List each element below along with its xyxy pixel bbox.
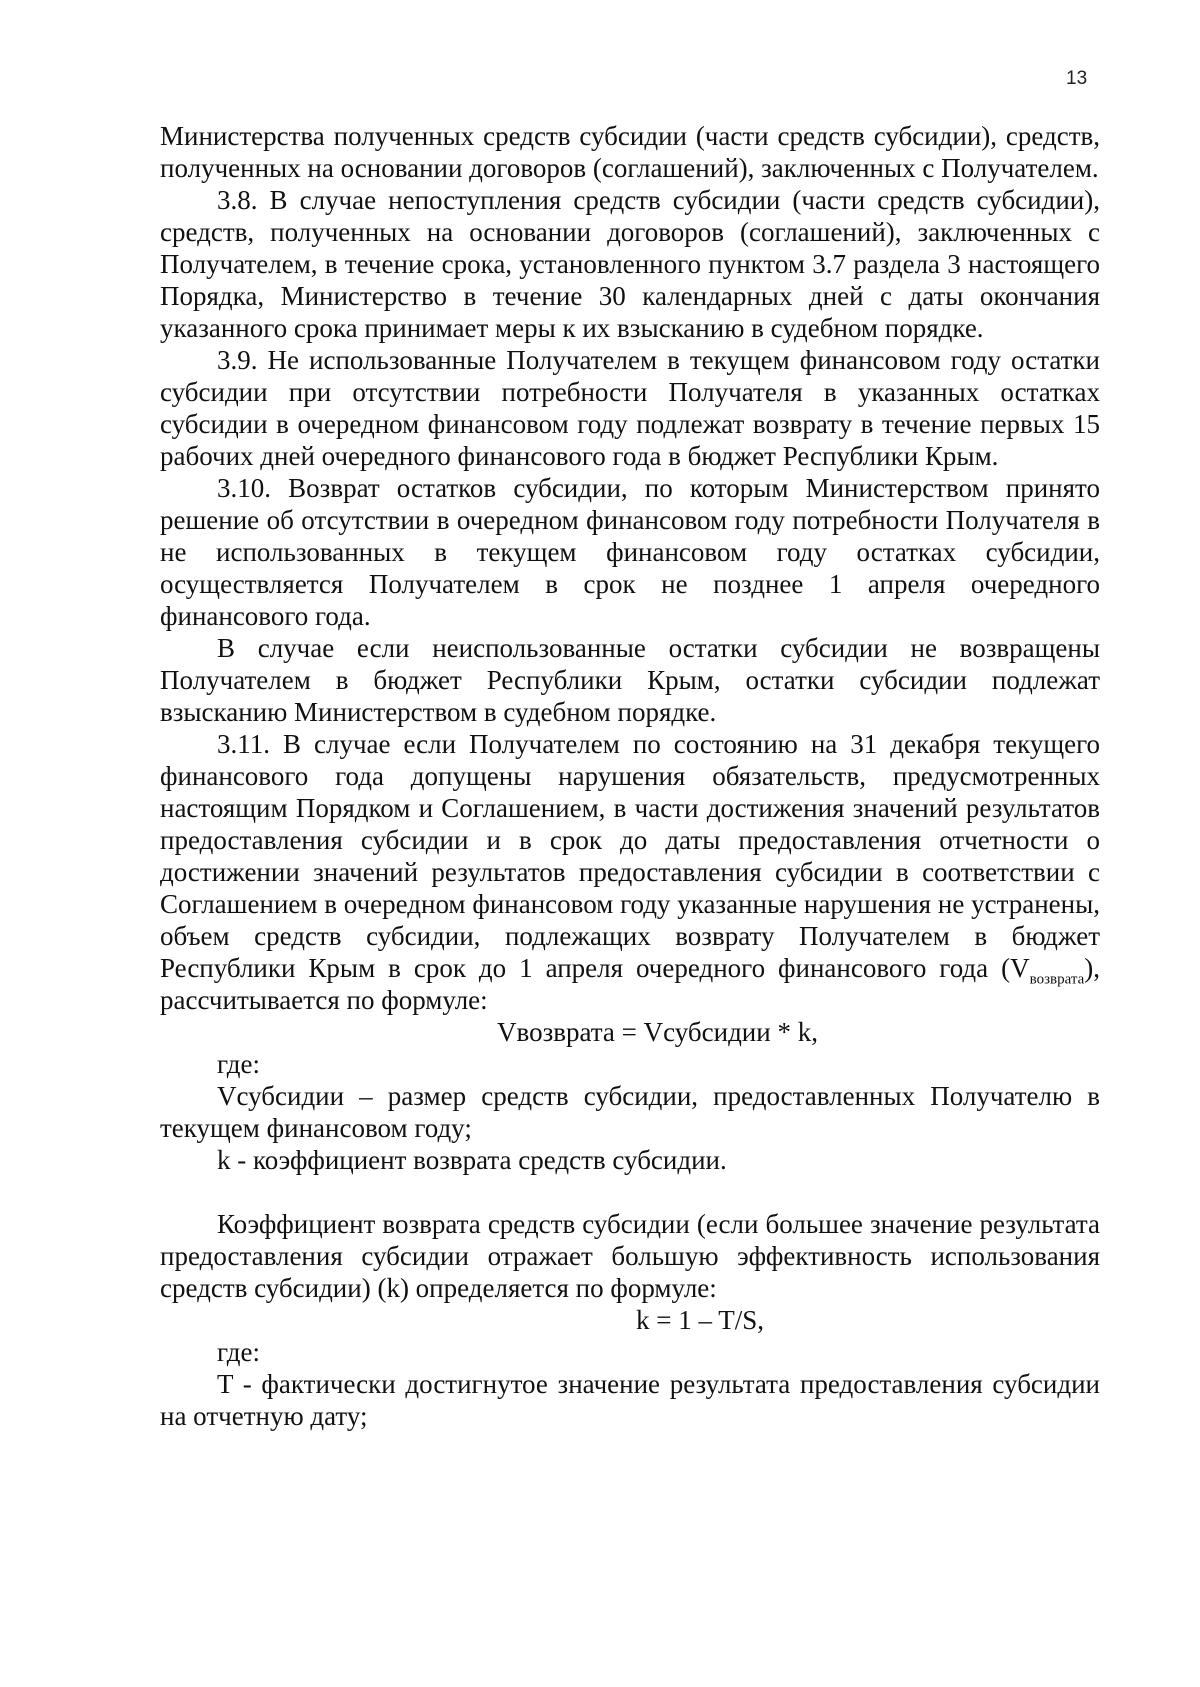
blank-line [160, 1176, 1100, 1208]
document-body [160, 120, 1100, 1432]
formula-coefficient: k = 1 – T/S, [636, 1305, 764, 1335]
definition-v-subsidy: Vсубсидии – размер средств субсидии, предоставленных Получателю в текущем финансовом году; [160, 1081, 1100, 1143]
paragraph-3-11-text: 3.11. В случае если Получателем по состоянию на 31 декабря текущего финансового года допущены нарушения обязательств, предусмотренных настоящим Порядком и Соглашением, в части достижения значений результатов предоставления субсидии и в срок до даты предоставления отчетности о достижении значений результатов предоставления субсидии в соответствии с Соглашением в очередном финансовом году указанные нарушения не устранены, объем средств субсидии, подлежащих возврату Получателем в бюджет Республики Крым в срок до 1 апреля очередного финансового года (V [160, 729, 1100, 983]
paragraph-continuation: Министерства полученных средств субсидии (части средств субсидии), средств, полученных на основании договоров (соглашений), заключенных с Получателем. [160, 121, 1100, 183]
paragraph-3-10: 3.10. Возврат остатков субсидии, по которым Министерством принято решение об отсутствии в очередном финансовом году потребности Получателя в не использованных в текущем финансовом году остатках субсидии, осуществляется Получателем в срок не позднее 1 апреля очередного финансового года. [160, 473, 1100, 631]
definition-k: k - коэффициент возврата средств субсидии. [217, 1145, 727, 1175]
formula-return-volume: Vвозврата = Vсубсидии * k, [497, 1017, 818, 1047]
paragraph-3-11-tail: ), рассчитывается по формуле: [160, 953, 1100, 1015]
paragraph-coefficient: Коэффициент возврата средств субсидии (если большее значение результата предоставления субсидии отражает большую эффективность использования средств субсидии) (k) определяется по формуле: [160, 1209, 1100, 1303]
paragraph-3-9: 3.9. Не использованные Получателем в текущем финансовом году остатки субсидии при отсутствии потребности Получателя в указанных остатках субсидии в очередном финансовом году подлежат возврату в течение первых 15 рабочих дней очередного финансового года в бюджет Республики Крым. [160, 345, 1100, 471]
where-label: где: [217, 1049, 260, 1079]
definition-t: T - фактически достигнутое значение результата предоставления субсидии на отчетную дату; [160, 1369, 1100, 1431]
where-label-2: где: [217, 1337, 260, 1367]
paragraph-3-8: 3.8. В случае непоступления средств субсидии (части средств субсидии), средств, полученных на основании договоров (соглашений), заключенных с Получателем, в течение срока, установленного пунктом 3.7 раздела 3 настоящего Порядка, Министерство в течение 30 календарных дней с даты окончания указанного срока принимает меры к их взысканию в судебном порядке. [160, 185, 1100, 343]
paragraph-3-10-return: В случае если неиспользованные остатки субсидии не возвращены Получателем в бюджет Республики Крым, остатки субсидии подлежат взысканию Министерством в судебном порядке. [160, 633, 1100, 727]
paragraph-3-11 [160, 728, 1100, 1016]
subscript-return: возврата [1029, 971, 1085, 988]
page-number: 13 [1066, 68, 1088, 89]
